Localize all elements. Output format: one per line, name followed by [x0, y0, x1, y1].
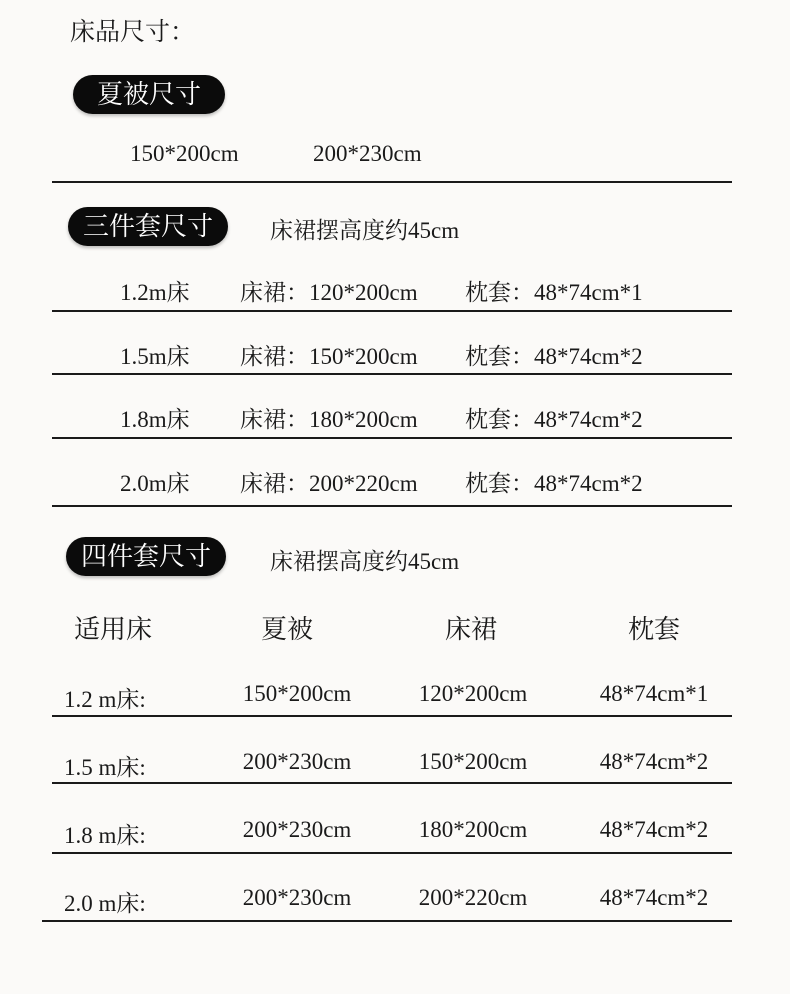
three-piece-pillow: 枕套：48*74cm*2 [465, 471, 643, 496]
table-cell-skirt: 200*220cm [418, 885, 528, 910]
divider [52, 505, 732, 507]
table-header-pillow: 枕套 [627, 615, 681, 644]
table-cell-pillow: 48*74cm*2 [599, 885, 709, 910]
table-cell-skirt: 150*200cm [418, 749, 528, 774]
summer-quilt-size-2: 200*230cm [313, 141, 422, 166]
three-piece-pillow: 枕套：48*74cm*2 [465, 344, 643, 369]
table-header-quilt: 夏被 [260, 615, 314, 644]
three-piece-skirt: 床裙：180*200cm [240, 407, 418, 432]
table-cell-pillow: 48*74cm*1 [599, 681, 709, 706]
three-piece-note: 床裙摆高度约45cm [270, 218, 460, 243]
three-piece-skirt: 床裙：200*220cm [240, 471, 418, 496]
table-cell-quilt: 200*230cm [242, 817, 352, 842]
four-piece-note: 床裙摆高度约45cm [270, 549, 460, 574]
divider [52, 373, 732, 375]
divider [42, 920, 732, 922]
table-cell-quilt: 200*230cm [242, 885, 352, 910]
table-cell-pillow: 48*74cm*2 [599, 749, 709, 774]
table-cell-bed: 2.0 m床: [64, 891, 146, 916]
three-piece-bed: 1.2m床 [120, 280, 190, 305]
table-cell-bed: 1.8 m床: [64, 823, 146, 848]
summer-quilt-size-1: 150*200cm [130, 141, 239, 166]
divider [52, 437, 732, 439]
divider [52, 310, 732, 312]
three-piece-bed: 1.8m床 [120, 407, 190, 432]
divider [52, 852, 732, 854]
three-piece-skirt: 床裙：120*200cm [240, 280, 418, 305]
table-cell-pillow: 48*74cm*2 [599, 817, 709, 842]
three-piece-bed: 1.5m床 [120, 344, 190, 369]
table-cell-quilt: 150*200cm [242, 681, 352, 706]
three-piece-pillow: 枕套：48*74cm*2 [465, 407, 643, 432]
four-piece-badge: 四件套尺寸 [66, 537, 226, 576]
table-cell-skirt: 120*200cm [418, 681, 528, 706]
page-title: 床品尺寸： [70, 19, 196, 46]
summer-quilt-badge: 夏被尺寸 [73, 75, 225, 114]
table-cell-bed: 1.2 m床: [64, 687, 146, 712]
table-header-skirt: 床裙 [444, 615, 498, 644]
three-piece-pillow: 枕套：48*74cm*1 [465, 280, 643, 305]
table-cell-bed: 1.5 m床: [64, 755, 146, 780]
table-header-bed: 适用床 [73, 615, 153, 644]
divider [52, 782, 732, 784]
table-cell-quilt: 200*230cm [242, 749, 352, 774]
three-piece-badge: 三件套尺寸 [68, 207, 228, 246]
divider [52, 181, 732, 183]
divider [52, 715, 732, 717]
table-cell-skirt: 180*200cm [418, 817, 528, 842]
three-piece-bed: 2.0m床 [120, 471, 190, 496]
three-piece-skirt: 床裙：150*200cm [240, 344, 418, 369]
